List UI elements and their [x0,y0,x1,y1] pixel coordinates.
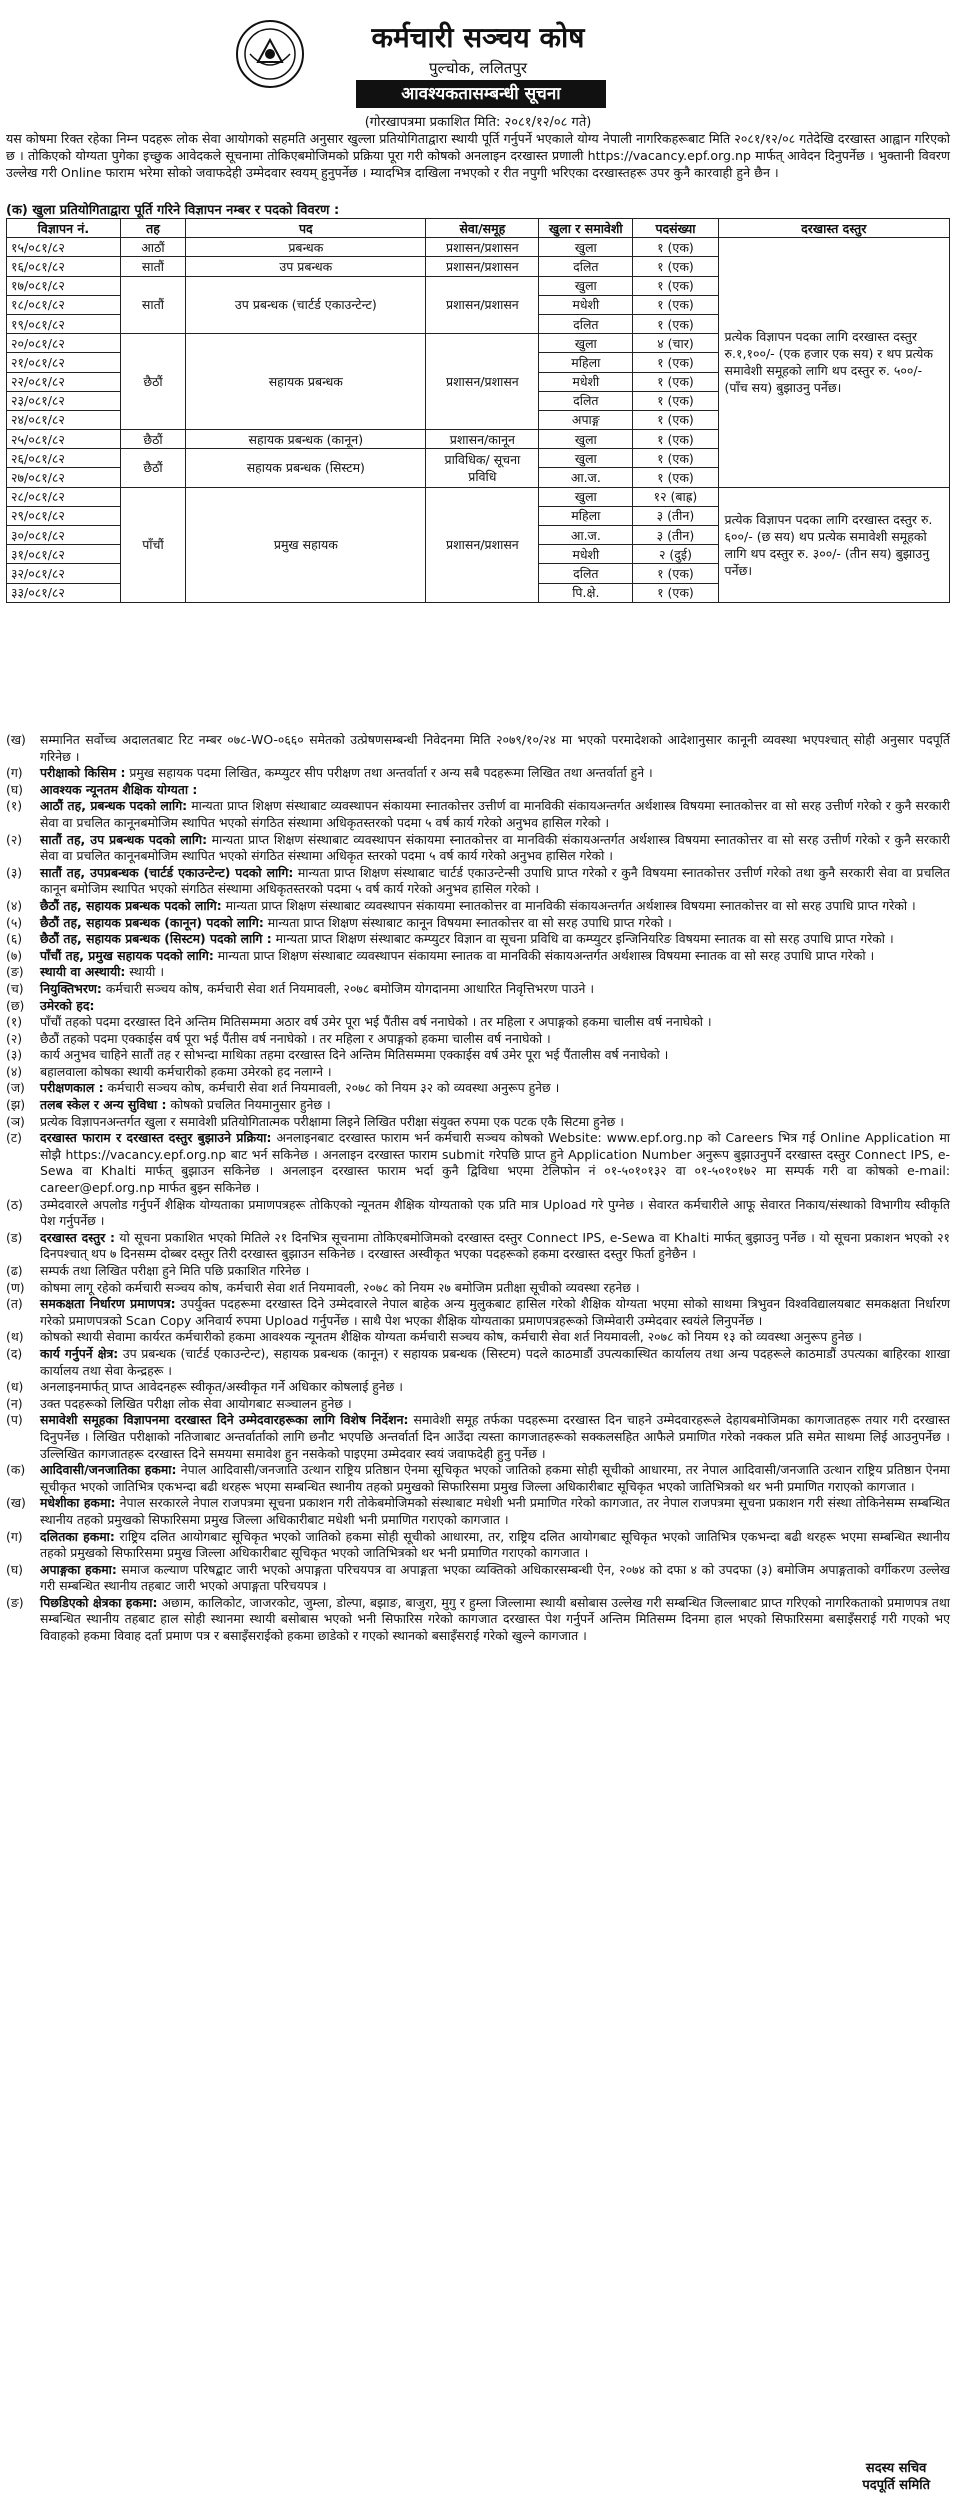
post: उप प्रबन्धक [186,257,426,276]
tier: छैठौं [120,449,186,487]
count: १ (एक) [633,391,718,410]
item-body: मान्यता प्राप्त शिक्षण संस्थाबाट चार्टर्ड एकाउन्टेन्सी उपाधि प्राप्त गरेको र कुनै विषयमा स्नातकोत्तर उत्तीर्ण गरेको तथा कुनै सरकारी सेवा वा प्रचलित कानून बमोजिम स्थापित भएको संगठित संस्थामा अधिकृतस्तरको पदमा ५ वर्ष कार्य गरेको अनुभव हासिल गरेको । [40,864,950,897]
tier: सातौं [120,276,186,334]
header-service: सेवा/समूह [426,219,539,238]
item-label: (ध) [6,1379,24,1395]
count: १ (एक) [633,449,718,468]
quota: खुला [539,430,633,449]
item-heading: परीक्षणकाल : [40,1080,104,1096]
notice-item [6,1114,950,1131]
header-post: पद [186,219,426,238]
notice-item [6,1329,950,1346]
item-heading: परीक्षाको किसिम : [40,765,126,781]
adv-no: ३३/०८१/८२ [7,583,121,602]
item-label: (छ) [6,997,25,1013]
notice-item [6,1230,950,1263]
service: प्रशासन/प्रशासन [426,238,539,257]
post: सहायक प्रबन्धक (कानून) [186,430,426,449]
post: सहायक प्रबन्धक (सिस्टम) [186,449,426,487]
quota: मधेशी [539,545,633,564]
item-heading: उमेरको हद: [40,997,95,1013]
quota: दलित [539,391,633,410]
count: १ (एक) [633,257,718,276]
header-quota: खुला र समावेशी [539,219,633,238]
table-row [7,238,950,257]
item-label: (ज) [6,1080,25,1096]
adv-no: २८/०८१/८२ [7,487,121,506]
item-text [40,832,950,865]
item-heading: आवश्यक न्यूनतम शैक्षिक योग्यता : [40,781,198,797]
quota: महिला [539,506,633,525]
item-text [40,1047,950,1064]
item-body: मान्यता प्राप्त शिक्षण संस्थाबाट व्यवस्थापन संकायमा स्नातकोत्तर वा मानविकी संकायअन्तर्गत अर्थशास्त्र विषयमा स्नातकोत्तर वा सो सरह उपाधि प्राप्त गरेको । [221,897,916,913]
org-address: पुल्चोक, ललितपुर [429,59,527,77]
item-label: (घ) [6,781,23,797]
quota: अपाङ्ग [539,410,633,429]
count: १२ (बाह्र) [633,487,718,506]
vacancy-table [6,218,950,603]
item-heading: अपाङ्गका हकमा: [40,1561,117,1577]
count: १ (एक) [633,564,718,583]
tier: आठौं [120,238,186,257]
item-label: (४) [6,897,23,913]
adv-no: १९/०८१/८२ [7,314,121,333]
adv-no: २९/०८१/८२ [7,506,121,525]
item-text [40,915,950,932]
quota: दलित [539,314,633,333]
notice-body [6,732,950,1645]
item-body: मान्यता प्राप्त शिक्षण संस्थाबाट कानून विषयमा स्नातकोत्तर वा सो सरह उपाधि प्राप्त गरेको । [263,914,672,930]
item-text [40,1329,950,1346]
item-body: उक्त पदहरूको लिखित परीक्षा लोक सेवा आयोगबाट सञ्चालन हुनेछ । [40,1395,352,1411]
notice-item [6,865,950,898]
notice-item [6,915,950,932]
header-count: पदसंख्या [633,219,718,238]
item-label: (४) [6,1063,23,1079]
item-text [40,948,950,965]
item-body: छैठौं तहको पदमा एक्काईस वर्ष पूरा भई पैंतीस वर्ष ननाघेको । तर महिला र अपाङ्गको हकमा चालीस वर्ष ननाघेको । [40,1030,551,1046]
item-label: (२) [6,831,23,847]
item-body: राष्ट्रिय दलित आयोगबाट सूचिकृत भएको जातिको हकमा सोही सूचीको आधारमा, तर, राष्ट्रिय दलित आयोगबाट सूचिकृत भएको जातिभित्र एकभन्दा बढी थरहरू भएमा सम्बन्धित स्थानीय तहको प्रमुखको सिफारिसमा प्रमुख जिल्ला अधिकारीबाट सूचिकृत भएको जातिभित्रको थर भनी प्रमाणित गराएको कागजात । [40,1528,950,1561]
notice-item [6,782,950,799]
item-body: अनलाइनबाट दरखास्त फाराम भर्न कर्मचारी सञ्चय कोषको Website: www.epf.org.np को Careers भित्र गई Online Application मा सोझै https://vacancy.epf.org.np बाट भर्न सकिनेछ । अनलाइन दरखास्त फाराम submit गरेपछि प्राप्त हुने Application Number अनुरूप बुझाउनुपर्ने दरखास्त दस्तुर Connect IPS, e-Sewa वा Khalti मार्फत् बुझाउन सकिनेछ । अनलाइन दरखास्त फाराम भर्दा कुनै द्विविधा भएमा टेलिफोन नं ०१-५०१०१३२ वा ०१-५०१०१७२ मा सम्पर्क गरी वा कोषको e-mail: career@epf.org.np मार्फत बुझ्न सकिनेछ । [40,1130,951,1196]
item-heading: पाँचौं तह, प्रमुख सहायक पदको लागि: [40,947,214,963]
fee-officer: प्रत्येक विज्ञापन पदका लागि दरखास्त दस्तुर रु.१,१००/- (एक हजार एक सय) र थप प्रत्येक समावेशी समूहको लागि थप दस्तुर रु. ५००/-(पाँच सय) बुझाउनु पर्नेछ। [718,238,949,487]
item-body: मान्यता प्राप्त शिक्षण संस्थाबाट व्यवस्थापन संकायमा स्नातक वा मानविकी संकायअन्तर्गत अर्थशास्त्र विषयमा स्नातक वा सो सरह उपाधि प्राप्त गरेको । [213,947,875,963]
quota: मधेशी [539,295,633,314]
notice-title-banner: आवश्यकतासम्बन्धी सूचना [356,80,606,108]
item-label: (६) [6,931,23,947]
item-label: (१) [6,1014,23,1030]
count: १ (एक) [633,430,718,449]
item-heading: सातौं तह, उपप्रबन्धक (चार्टर्ड एकाउन्टेन्ट) पदको लागि: [40,864,294,880]
notice-item [6,1031,950,1048]
notice-item [6,998,950,1015]
count: १ (एक) [633,372,718,391]
count: १ (एक) [633,238,718,257]
item-heading: दरखास्त दस्तुर : [40,1229,115,1245]
item-label: (ट) [6,1130,22,1146]
item-label: (ग) [6,1528,23,1544]
item-body: मान्यता प्राप्त शिक्षण संस्थाबाट व्यवस्थापन संकायमा स्नातकोत्तर उत्तीर्ण वा मानविकी संकायअन्तर्गत अर्थशास्त्र विषयमा स्नातकोत्तर वा सो सरह उत्तीर्ण गरेको र कुनै सरकारी सेवा वा प्रचलित कानूनबमोजिम स्थापित भएको संगठित संस्थामा अधिकृतस्तरको पदमा ५ वर्ष कार्य गरेको अनुभव हासिल गरेको । [40,798,950,830]
item-heading: आदिवासी/जनजातिका हकमा: [40,1462,177,1478]
count: १ (एक) [633,295,718,314]
item-body: मान्यता प्राप्त शिक्षण संस्थाबाट कम्प्युटर विज्ञान वा सूचना प्रविधि वा कम्प्युटर इन्जिनियरिङ विषयमा स्नातक वा सो सरह उपाधि प्राप्त गरेको । [271,931,894,947]
post: प्रमुख सहायक [186,487,426,602]
item-label: (१) [6,798,23,814]
adv-no: २०/०८१/८२ [7,334,121,353]
item-body: सम्पर्क तथा लिखित परीक्षा हुने मिति पछि प्रकाशित गरिनेछ । [40,1263,310,1278]
item-text [40,1379,950,1396]
item-text [40,1529,950,1562]
item-heading: आठौं तह, प्रबन्धक पदको लागि: [40,798,188,814]
notice-item [6,964,950,981]
table-header-row [7,219,950,238]
table-row [7,487,950,506]
notice-item [6,1296,950,1329]
item-label: (ढ) [6,1263,23,1278]
item-text [40,981,950,998]
notice-item [6,798,950,831]
notice-item [6,898,950,915]
item-text [40,964,950,981]
notice-item [6,1064,950,1081]
item-label: (थ) [6,1329,24,1345]
count: २ (दुई) [633,545,718,564]
item-body: समाज कल्याण परिषद्बाट जारी भएको अपाङ्गता परिचयपत्र वा अपाङ्गता भएका व्यक्तिको अधिकारसम्बन्धी ऐन, २०७४ को दफा ४ को उपदफा (३) बमोजिम अपाङ्गताको वर्गीकरण उल्लेख गरी सम्बन्धित स्थानीय तहबाट जारी भएको अपाङ्गता परिचयपत्र । [40,1561,950,1594]
item-text [40,1230,950,1263]
quota: आ.ज. [539,468,633,487]
signoff [862,2460,930,2494]
quota: खुला [539,449,633,468]
quota: महिला [539,353,633,372]
notice-item [6,948,950,965]
item-text [40,1080,950,1097]
item-body: बहालवाला कोषका स्थायी कर्मचारीको हकमा उमेरको हद नलाग्ने । [40,1063,332,1079]
item-label: (२) [6,1030,23,1046]
item-heading: स्थायी वा अस्थायी: [40,964,126,980]
service: प्रशासन/प्रशासन [426,334,539,430]
item-text [40,1114,950,1131]
quota: आ.ज. [539,526,633,545]
count: ३ (तीन) [633,526,718,545]
item-body: अछाम, कालिकोट, जाजरकोट, जुम्ला, डोल्पा, बझाङ, बाजुरा, मुगु र हुम्ला जिल्लामा स्थायी बसोबास उल्लेख गरी सम्बन्धित जिल्लाबाट प्राप्त गरिएको नागरिकताको प्रमाणपत्र तथा सम्बन्धित स्थानीय तहबाट हाल सोही स्थानमा स्थायी बसोबास भएको भनी सिफारिस गरेको कागजात दरखास्त पेश गर्नुपर्ने अन्तिम मितिसम्म दिनमा हाल भएको सिफारिसमा बसाइँसराई गरी गएको भए विवाहको हकमा विवाह दर्ता प्रमाण पत्र र बसाइँसराईको हकमा छाडेको र गएको स्थानको बसाइँसराई गरेको खुल्ने कागजात । [40,1594,950,1644]
service: प्राविधिक/ सूचना प्रविधि [426,449,539,487]
item-body: उपर्युक्त पदहरूमा दरखास्त दिने उम्मेदवारले नेपाल बाहेक अन्य मुलुकबाट हासिल गरेको शैक्षिक योग्यता भएमा सोको साथमा त्रिभुवन विश्वविद्यालयबाट समकक्षता निर्धारण गरेको प्रमाणपत्रको Scan Copy अनिवार्य रुपमा Upload गर्नुपर्नेछ । साथै पेश भएका शैक्षिक योग्यताका प्रमाणपत्रहरूको जिम्मेवारी उम्मेदवार स्वयंले लिनुपर्नेछ । [40,1296,950,1328]
item-text [40,1064,950,1081]
service: प्रशासन/प्रशासन [426,257,539,276]
notice-item [6,1396,950,1413]
post: प्रबन्धक [186,238,426,257]
item-text [40,798,950,831]
item-text [40,1346,950,1379]
tier: छैठौं [120,430,186,449]
item-label: (झ) [6,1097,26,1113]
item-label: (प) [6,1412,23,1428]
item-text [40,1296,950,1329]
notice-item [6,1562,950,1595]
post: उप प्रबन्धक (चार्टर्ड एकाउन्टेन्ट) [186,276,426,334]
item-label: (ञ) [6,1113,25,1129]
post: सहायक प्रबन्धक [186,334,426,430]
notice-item [6,1462,950,1495]
item-label: (ठ) [6,1196,23,1212]
fee-assistant: प्रत्येक विज्ञापन पदका लागि दरखास्त दस्तुर रु. ६००/- (छ सय) थप प्रत्येक समावेशी समूहको लागि थप दस्तुर रु. ३००/- (तीन सय) बुझाउनु पर्नेछ। [718,487,949,602]
org-title: कर्मचारी सञ्चय कोष [371,21,585,54]
item-label: (च) [6,980,24,996]
item-label: (ङ) [6,964,24,980]
tier: सातौं [120,257,186,276]
count: १ (एक) [633,468,718,487]
item-heading: पिछडिएको क्षेत्रका हकमा: [40,1594,158,1610]
notice-item [6,1529,950,1562]
notice-item [6,1130,950,1196]
item-body: कर्मचारी सञ्चय कोष, कर्मचारी सेवा शर्त नियमावली, २०७८ को नियम ३२ को व्यवस्था अनुरूप हुनेछ । [103,1080,560,1096]
service: प्रशासन/कानून [426,430,539,449]
item-body: कार्य अनुभव चाहिने सातौं तह र सोभन्दा माथिका तहमा दरखास्त दिने अन्तिम मितिसम्ममा एक्काईस वर्ष उमेर पूरा भई पैंतालीस वर्ष ननाघेको । [40,1047,669,1063]
item-label: (द) [6,1345,23,1361]
item-heading: समावेशी समूहका विज्ञापनमा दरखास्त दिने उम्मेदवारहरूका लागि विशेष निर्देशन: [40,1412,409,1428]
item-heading: नियुक्तिभरण: [40,980,102,996]
tier: छैठौं [120,334,186,430]
item-body: उप प्रबन्धक (चार्टर्ड एकाउन्टेन्ट), सहायक प्रबन्धक (कानून) र सहायक प्रबन्धक (सिस्टम) पदले काठमाडौं उपत्यकास्थित कार्यालय तथा अन्य पदहरूले काठमाडौं उपत्यका बाहिरका शाखा कार्यालय तथा सेवा केन्द्रहरू । [40,1345,950,1378]
item-heading: कार्य गर्नुपर्ने क्षेत्र: [40,1345,119,1361]
header-fee: दरखास्त दस्तुर [718,219,949,238]
adv-no: १७/०८१/८२ [7,276,121,295]
item-heading: छैठौं तह, सहायक प्रबन्धक (कानून) पदको लागि: [40,914,264,930]
item-body: मान्यता प्राप्त शिक्षण संस्थाबाट व्यवस्थापन संकायमा स्नातकोत्तर वा मानविकी संकायअन्तर्गत अर्थशास्त्र विषयमा स्नातकोत्तर वा सो सरह उत्तीर्ण गरेको र कुनै सरकारी सेवा वा प्रचलित कानूनबमोजिम स्थापित भएको संगठित संस्थामा अधिकृत स्तरको पदमा ५ वर्ष कार्य गरेको अनुभव हासिल गरेको । [40,831,951,864]
item-label: (क) [6,1462,26,1478]
item-text [40,1595,950,1645]
item-body: यो सूचना प्रकाशित भएको मितिले २१ दिनभित्र सूचनामा तोकिएबमोजिमको दरखास्त दस्तुर Connect IPS, e-Sewa वा Khalti मार्फत् बुझाउनु पर्नेछ । यो सूचना प्रकाशन भएको २१ दिनपश्चात् थप ७ दिनसम्म दोब्बर दस्तुर तिरी दरखास्त बुझाउन सकिनेछ । दरखास्त अस्वीकृत भएका पदहरूको हकमा दरखास्त दस्तुर फिर्ता हुनेछैन । [40,1229,950,1262]
item-text [40,931,950,948]
item-heading: सातौं तह, उप प्रबन्धक पदको लागि: [40,831,208,847]
notice-item [6,832,950,865]
count: १ (एक) [633,353,718,372]
quota: दलित [539,257,633,276]
count: १ (एक) [633,583,718,602]
count: ४ (चार) [633,334,718,353]
item-body: अनलाइनमार्फत् प्राप्त आवेदनहरू स्वीकृत/अस्वीकृत गर्ने अधिकार कोषलाई हुनेछ । [40,1379,404,1395]
service: प्रशासन/प्रशासन [426,487,539,602]
adv-no: १५/०८१/८२ [7,238,121,257]
notice-item [6,1280,950,1297]
item-heading: छैठौं तह, सहायक प्रबन्धक (सिस्टम) पदको लागि : [40,931,272,947]
adv-no: १८/०८१/८२ [7,295,121,314]
notice-item [6,765,950,782]
item-label: (३) [6,1047,23,1063]
item-label: (७) [6,947,23,963]
section-k-label: (क) खुला प्रतियोगिताद्वारा पूर्ति गरिने विज्ञापन नम्बर र पदको विवरण : [6,203,340,218]
adv-no: ३२/०८१/८२ [7,564,121,583]
adv-no: २२/०८१/८२ [7,372,121,391]
notice-item [6,1495,950,1528]
quota: मधेशी [539,372,633,391]
quota: खुला [539,487,633,506]
item-body: कर्मचारी सञ्चय कोष, कर्मचारी सेवा शर्त नियमावली, २०७८ बमोजिम योगदानमा आधारित निवृत्तिभरण पाउने । [101,980,595,996]
notice-item [6,1263,950,1280]
item-heading: दलितका हकमा: [40,1528,115,1544]
item-body: कोषको प्रचलित नियमानुसार हुनेछ । [166,1097,331,1113]
item-body: समावेशी समूह तर्फका पदहरूमा दरखास्त दिन चाहने उम्मेदवारहरूले देहायबमोजिमका कागजातहरू तयार गरी दरखास्त दिनुपर्नेछ । लिखित परीक्षाको नतिजाबाट अन्तर्वार्ताको लागि छनौट भएपछि अन्तर्वार्ता दिन आउँदा त्यस्ता कागजातहरूको सक्कलसहित आफैले प्रमाणित गरेको नक्कल प्रति समेत साथमा लिई आउनुपर्नेछ । उल्लिखित कागजातहरू दरखास्त दिने समयमा समावेश हुन नसकेको पाइएमा उम्मेदवार स्वयं जवाफदेही हुनु पर्नेछ । [40,1412,950,1461]
quota: खुला [539,334,633,353]
item-text [40,1462,950,1495]
item-body: कोषको स्थायी सेवामा कार्यरत कर्मचारीको हकमा आवश्यक न्यूनतम शैक्षिक योग्यता कर्मचारी सञ्चय कोष, कर्मचारी सेवा शर्त नियमावली, २०७८ को नियम १३ को व्यवस्था अनुरूप हुनेछ । [40,1329,862,1345]
item-body: नेपाल आदिवासी/जनजाति उत्थान राष्ट्रिय प्रतिष्ठान ऐनमा सूचिकृत भएको जातिको हकमा सोही सूचीको आधारमा, तर नेपाल आदिवासी/जनजाति उत्थान राष्ट्रिय प्रतिष्ठान ऐनमा सूचीकृत भएको जातिभित्र एकभन्दा बढी थरहरू भएमा सम्बन्धित स्थानीय तहको प्रमुखको सिफारिसमा प्रमुख जिल्ला अधिकारीबाट सूचिकृत भएको जातिभित्रको थर भनी प्रमाणित गराएको कागजात । [40,1462,950,1494]
notice-item [6,1047,950,1064]
signoff-title: सदस्य सचिव [865,2461,927,2476]
publication-date: (गोरखापत्रमा प्रकाशित मिति: २०८१/१२/०८ गते) [364,115,592,130]
item-label: (ख) [6,732,26,747]
quota: खुला [539,276,633,295]
item-text [40,782,950,799]
adv-no: २४/०८१/८२ [7,410,121,429]
item-label: (ख) [6,1495,26,1511]
count: १ (एक) [633,314,718,333]
item-text [40,1412,950,1462]
service: प्रशासन/प्रशासन [426,276,539,334]
item-text [40,1130,950,1196]
item-heading: छैठौं तह, सहायक प्रबन्धक पदको लागि: [40,897,222,913]
notice-item [6,981,950,998]
item-text [40,1495,950,1528]
item-heading: तलब स्केल र अन्य सुविधा : [40,1097,167,1113]
count: ३ (तीन) [633,506,718,525]
notice-item [6,1014,950,1031]
item-text [40,1280,950,1297]
adv-no: २३/०८१/८२ [7,391,121,410]
notice-item [6,931,950,948]
notice-item [6,1595,950,1645]
notice-item [6,1412,950,1462]
item-text [40,898,950,915]
item-body: पाँचौं तहको पदमा दरखास्त दिने अन्तिम मितिसम्ममा अठार वर्ष उमेर पूरा भई पैंतीस वर्ष ननाघेको । तर महिला र अपाङ्गको हकमा चालीस वर्ष ननाघेको । [40,1014,712,1030]
adv-no: २५/०८१/८२ [7,430,121,449]
notice-item [6,1097,950,1114]
header-tier: तह [120,219,186,238]
item-text [40,1197,950,1230]
item-heading: दरखास्त फाराम र दरखास्त दस्तुर बुझाउने प्रक्रिया: [40,1130,272,1146]
item-text [40,1031,950,1048]
item-body: नेपाल सरकारले नेपाल राजपत्रमा सूचना प्रकाशन गरी तोकेबमोजिमको संस्थाबाट मधेशी भनी प्रमाणित गरेको कागजात, तर नेपाल राजपत्रमा सूचना प्रकाशन गरी संस्था तोकिनेसम्म सम्बन्धित स्थानीय तहको प्रमुखको सिफारिसमा प्रमुख जिल्ला अधिकारीबाट मधेशी भनी प्रमाणित गराएको कागजात । [40,1495,950,1527]
item-text [40,1014,950,1031]
notice-item [6,1197,950,1230]
notice-item [6,1080,950,1097]
item-body: कोषमा लागू रहेको कर्मचारी सञ्चय कोष, कर्मचारी सेवा शर्त नियमावली, २०७८ को नियम २७ बमोजिम प्रतीक्षा सूचीको व्यवस्था रहनेछ । [40,1279,640,1295]
adv-no: २६/०८१/८२ [7,449,121,468]
item-label: (घ) [6,1561,23,1577]
item-text [40,732,950,765]
item-label: (त) [6,1296,23,1312]
intro-paragraph: यस कोषमा रिक्त रहेका निम्न पदहरू लोक सेवा आयोगको सहमति अनुसार खुल्ला प्रतियोगिताद्वारा स्थायी पूर्ति गर्नुपर्ने भएकाले योग्य नेपाली नागरिकहरूबाट मिति २०८१/१२/०८ गतेदेखि दरखास्त आह्वान गरिएको छ । तोकिएको योग्यता पुगेका इच्छुक आवेदकले सूचनामा तोकिएबमोजिमको प्रक्रिया पूरा गरी कोषको अनलाइन दरखास्त प्रणाली https://vacancy.epf.org.np मार्फत् आवेदन दिनुपर्नेछ । भुक्तानी विवरण उल्लेख गरी Online फाराम भरेमा सोको जवाफदेही उम्मेदवार स्वयम् हुनुपर्नेछ । म्यादभित्र दाखिला नभएको र रीत नपुगी भरिएका दरखास्तहरू उपर कुनै कारवाही हुने छैन । [6,131,950,180]
item-text [40,765,950,782]
notice-item [6,732,950,765]
item-body: उम्मेदवारले अपलोड गर्नुपर्ने शैक्षिक योग्यताका प्रमाणपत्रहरू तोकिएको न्यूनतम शैक्षिक योग्यताको एक प्रति मात्र Upload गरे पुग्नेछ । सेवारत कर्मचारीले आफू सेवारत निकाय/संस्थाको विभागीय स्वीकृति पेश गर्नुपर्नेछ । [40,1196,950,1229]
notice-item [6,1379,950,1396]
item-label: (५) [6,914,23,930]
notice-item [6,1346,950,1379]
item-text [40,1097,950,1114]
item-text [40,1562,950,1595]
quota: दलित [539,564,633,583]
count: १ (एक) [633,410,718,429]
item-text [40,998,950,1015]
item-heading: मधेशीका हकमा: [40,1495,116,1511]
item-text [40,1263,950,1280]
item-text [40,1396,950,1413]
quota: खुला [539,238,633,257]
item-label: (ग) [6,765,23,781]
notice-header [0,0,956,130]
item-body: सम्मानित सर्वोच्च अदालतबाट रिट नम्बर ०७८-WO-०६६० समेतको उत्प्रेषणसम्बन्धी निवेदनमा मिति २०७९/१०/२४ मा भएको परमादेशको आदेशानुसार कानूनी व्यवस्था भएपश्चात् सोही अनुसार पदपूर्ति गरिनेछ । [40,732,950,764]
tier: पाँचौं [120,487,186,602]
adv-no: ३१/०८१/८२ [7,545,121,564]
item-label: (ण) [6,1279,25,1295]
item-label: (ड) [6,1229,23,1245]
item-label: (ङ) [6,1594,24,1610]
adv-no: २७/०८१/८२ [7,468,121,487]
item-heading: समकक्षता निर्धारण प्रमाणपत्र: [40,1296,176,1312]
item-body: प्रत्येक विज्ञापनअन्तर्गत खुला र समावेशी प्रतियोगितात्मक परीक्षामा लिइने लिखित परीक्षा संयुक्त रुपमा एक पटक एकै सिटमा हुनेछ । [40,1113,624,1129]
adv-no: १६/०८१/८२ [7,257,121,276]
item-body: प्रमुख सहायक पदमा लिखित, कम्प्युटर सीप परीक्षण तथा अन्तर्वार्ता र अन्य सबै पदहरूमा लिखित तथा अन्तर्वार्ता हुने । [125,765,653,781]
header-adv-no: विज्ञापन नं. [7,219,121,238]
signoff-committee: पदपूर्ति समिति [862,2478,930,2493]
count: १ (एक) [633,276,718,295]
adv-no: ३०/०८१/८२ [7,526,121,545]
quota: पि.क्षे. [539,583,633,602]
adv-no: २१/०८१/८२ [7,353,121,372]
item-body: स्थायी । [125,964,165,980]
item-label: (३) [6,864,23,880]
item-text [40,865,950,898]
item-label: (न) [6,1395,23,1411]
